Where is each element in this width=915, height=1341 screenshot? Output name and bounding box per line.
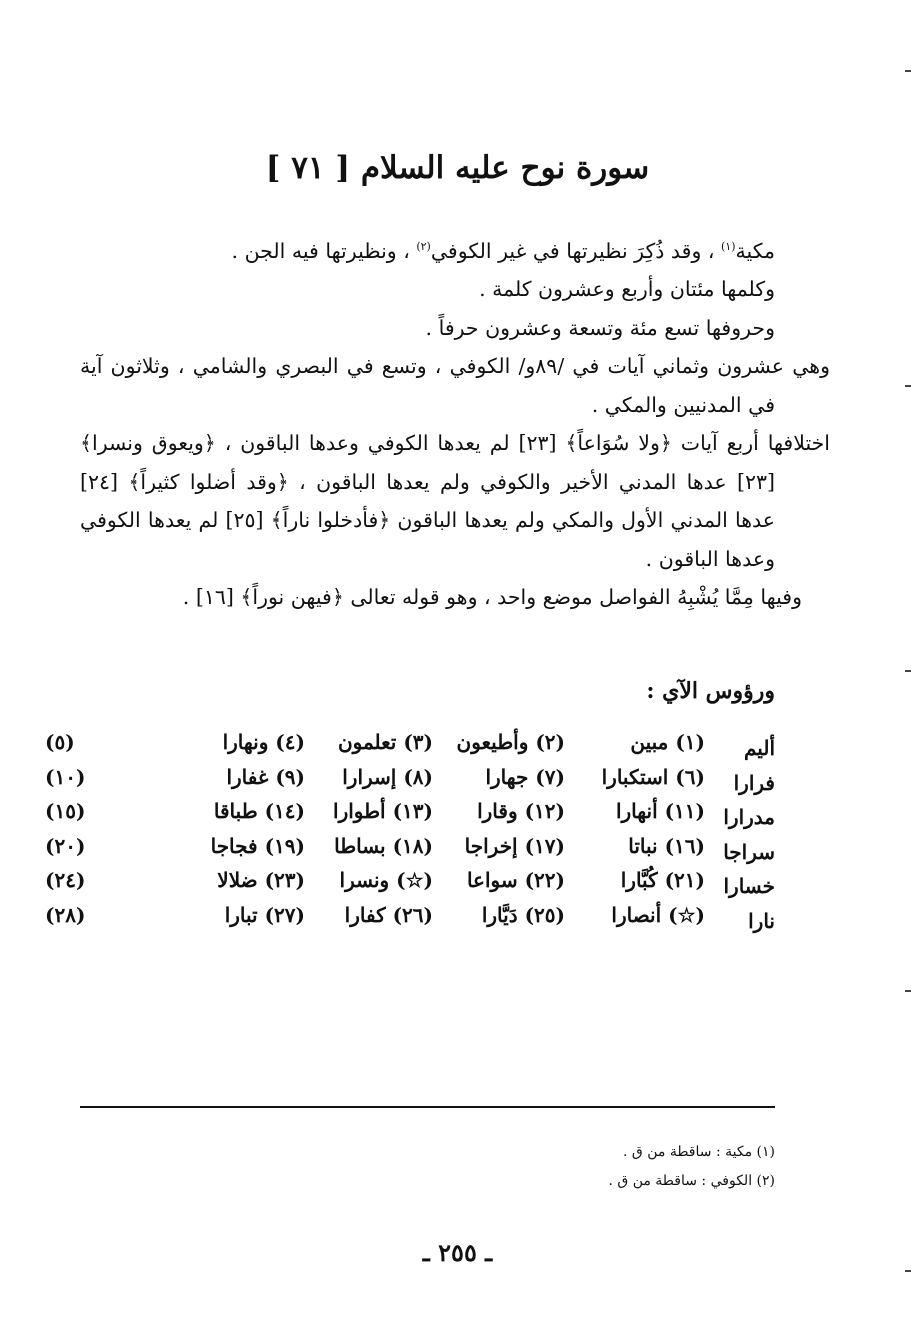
verse-head-cell: (٢٧) تبارا xyxy=(224,902,305,927)
paragraph-verse-count: وهي عشرون وثماني آيات في /٨٩و/ الكوفي ، وتسع في البصري والشامي ، وثلاثون آية في المدنيين والمكي . xyxy=(80,354,830,417)
verse-head-cell: (٢٤) xyxy=(45,868,86,892)
verse-head-cell: (١٢) وقارا xyxy=(477,799,565,823)
verse-head-cell: سراجا xyxy=(723,839,775,864)
verse-head-cell: (٥) xyxy=(45,730,75,754)
verse-head-cell: خسارا xyxy=(723,874,775,898)
paragraph-word-count: وكلمها مئتان وأربع وعشرون كلمة . xyxy=(479,277,775,302)
surah-intro-text xyxy=(80,228,830,617)
verse-head-cell: (٨) إسرارا xyxy=(342,764,433,789)
verse-heads-table xyxy=(45,730,775,937)
verse-head-cell: (٦) استكبارا xyxy=(601,764,705,789)
footnote-1: (١) مكية : ساقطة من ق . xyxy=(623,1144,775,1160)
verse-head-cell: (٩) غفارا xyxy=(226,764,305,789)
verse-heads-title: ورؤوس الآي : xyxy=(646,678,775,704)
text-segment: ، وقد ذُكِرَ نظيرتها في غير الكوفي xyxy=(430,238,721,263)
surah-title: سورة نوح عليه السلام [ ٧١ ] xyxy=(265,150,650,186)
page-number: ـ ٢٥٥ ـ xyxy=(422,1238,493,1267)
paragraph-letter-count: وحروفها تسع مئة وتسعة وعشرون حرفاً . xyxy=(425,315,775,340)
verse-head-cell: (☆) ونسرا xyxy=(339,868,433,892)
footnotes xyxy=(608,1138,775,1196)
verse-head-cell: (١٣) أطوارا xyxy=(333,799,433,823)
verse-head-cell: (١٦) نباتا xyxy=(628,833,705,858)
verse-head-cell: (٢) وأطيعون xyxy=(456,730,565,754)
scan-edge-mark xyxy=(905,990,911,992)
footnote-ref-1[interactable]: (١) xyxy=(721,240,736,253)
verse-head-cell: (٢٣) ضلالا xyxy=(217,868,305,892)
verse-head-cell: (٢٦) كفارا xyxy=(344,902,433,927)
verse-head-cell: (٢١) كُبَّارا xyxy=(620,868,705,892)
paragraph-makkiya xyxy=(80,228,775,270)
text-segment: ، ونظيرتها فيه الجن . xyxy=(231,238,417,263)
paragraph-differences: اختلافها أربع آيات ﴿ولا سُوَاعاً﴾ [٢٣] لم يعدها الكوفي وعدها الباقون ، ﴿ويعوق ونسرا﴾ [٢٣] عدها المدني الأخير والكوفي ولم يعدها الباقون ، ﴿وقد أضلوا كثيراً﴾ [٢٤] عدها المدني الأول والمكي ولم يعدها الباقون ﴿فأدخلوا ناراً﴾ [٢٥] لم يعدها الكوفي وعدها الباقون . xyxy=(80,431,830,571)
verse-head-cell: (١٩) فجاجا xyxy=(210,833,305,858)
verse-head-cell: (١٥) xyxy=(45,799,86,823)
verse-head-cell: (١٤) طباقا xyxy=(213,799,305,823)
verse-head-cell: (٢٨) xyxy=(45,902,86,927)
verse-head-cell: (٢٥) دَيَّارا xyxy=(481,902,565,927)
verse-head-cell: فرارا xyxy=(733,770,775,795)
footnote-divider xyxy=(80,1106,775,1108)
verse-head-cell: (١) مبين xyxy=(630,730,705,754)
verse-head-cell: (٢٢) سواعا xyxy=(466,868,565,892)
scan-edge-mark xyxy=(905,385,911,387)
verse-head-cell: (٤) ونهارا xyxy=(222,730,305,754)
verse-head-cell: (٣) تعلمون xyxy=(337,730,433,754)
verse-head-cell: (٧) جهارا xyxy=(485,764,565,789)
verse-head-cell: (١١) أنهارا xyxy=(615,799,705,823)
verse-head-cell: أليم xyxy=(744,736,775,760)
scan-edge-mark xyxy=(905,70,911,72)
verse-head-cell: (☆) أنصارا xyxy=(611,902,705,927)
verse-head-cell: (١٨) بساطا xyxy=(334,833,433,858)
text-segment: مكية xyxy=(735,238,775,263)
verse-head-cell: (٢٠) xyxy=(45,833,86,858)
scan-edge-mark xyxy=(905,670,911,672)
scan-edge-mark xyxy=(905,1270,911,1272)
verse-head-cell: نارا xyxy=(748,908,775,933)
verse-head-cell: (١٠) xyxy=(45,764,86,789)
footnote-ref-2[interactable]: (٢) xyxy=(416,240,431,253)
verse-head-cell: مدرارا xyxy=(723,805,775,829)
paragraph-similar-endings: وفيها مِمَّا يُشْبِهُ الفواصل موضع واحد ، وهو قوله تعالى ﴿فيهن نوراً﴾ [١٦] . xyxy=(182,585,802,610)
verse-head-cell: (١٧) إخراجا xyxy=(464,833,565,858)
footnote-2: (٢) الكوفي : ساقطة من ق . xyxy=(608,1173,775,1189)
